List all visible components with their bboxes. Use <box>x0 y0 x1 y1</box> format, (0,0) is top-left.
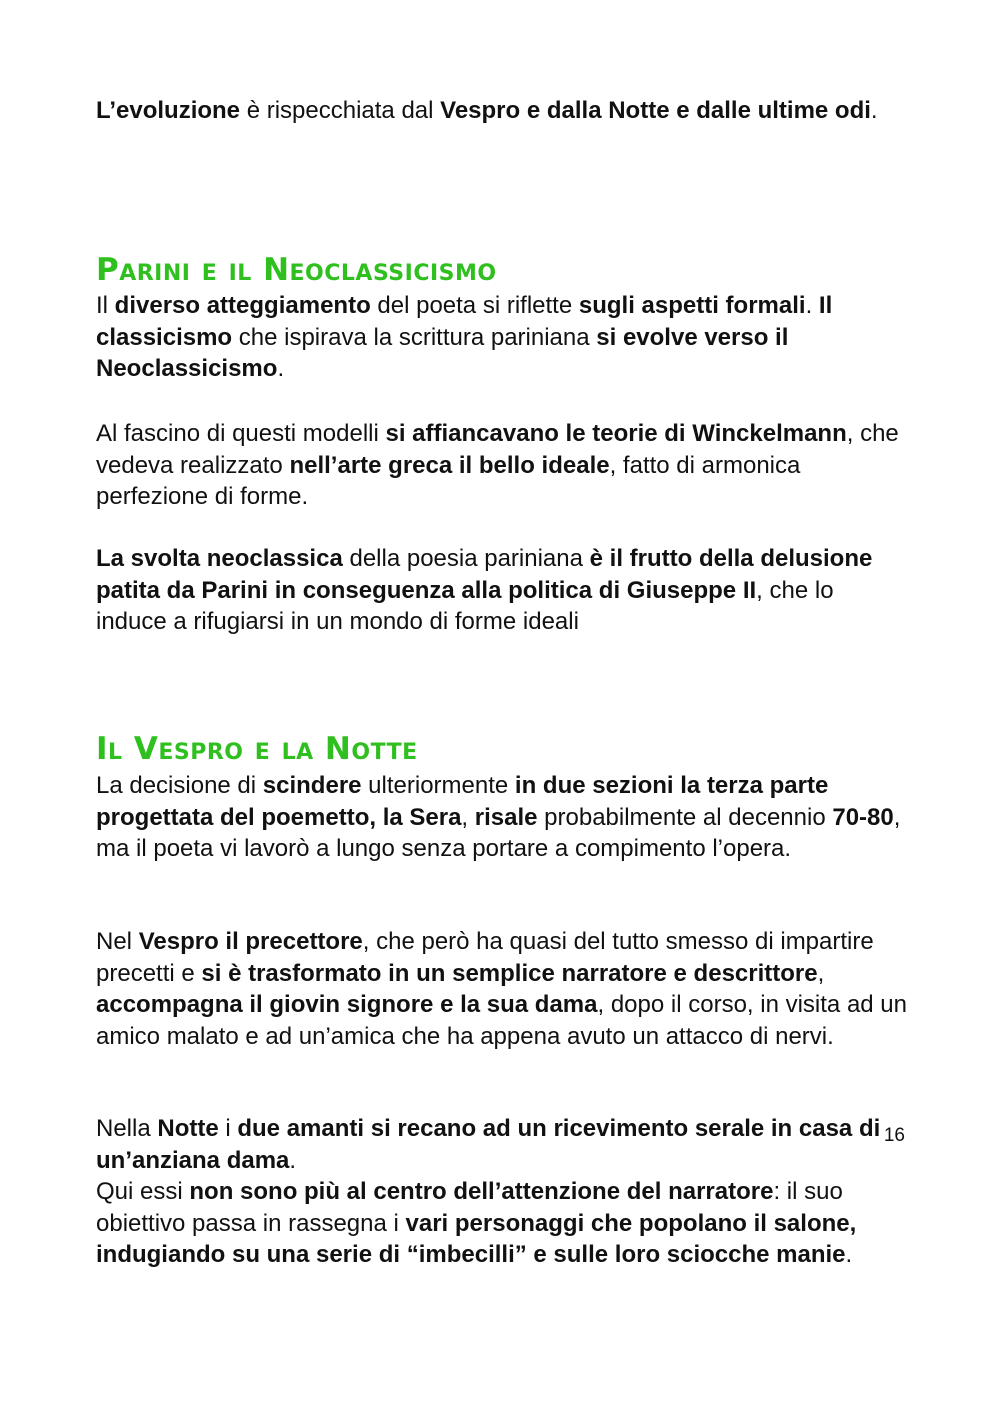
bold-text-run: Vespro il precettore <box>138 928 363 955</box>
section-heading-parini-neoclassicismo: Parini e il Neoclassicismo <box>96 252 497 288</box>
bold-text-run: nell’arte greca il bello ideale <box>289 451 610 479</box>
bold-text-run: risale <box>474 803 538 831</box>
page-number: 16 <box>883 1125 905 1146</box>
text-run: . <box>870 97 878 124</box>
text-run: Al fascino di questi modelli <box>96 420 386 447</box>
text-run: , fatto di armonica perfezione di forme. <box>96 451 801 510</box>
text-run: è rispecchiata dal <box>240 97 441 124</box>
text-run: . <box>805 292 819 319</box>
text-run: Nel <box>96 928 139 955</box>
bold-text-run: è il frutto della delusione patita da Parini in conseguenza alla politica di Giuseppe II <box>96 545 873 604</box>
text-run: Nella <box>96 1115 158 1142</box>
bold-text-run: in due sezioni la terza parte progettata del poemetto, la Sera <box>96 772 829 831</box>
text-run: che ispirava la scrittura pariniana <box>232 323 597 351</box>
text-run: del poeta si riflette <box>370 292 579 319</box>
text-run: Qui essi <box>96 1178 190 1205</box>
text-run: . <box>289 1146 297 1174</box>
bold-text-run: due amanti si recano ad un ricevimento serale in casa di un’anziana dama <box>96 1115 881 1174</box>
bold-text-run: accompagna il giovin signore e la sua dama <box>96 991 598 1018</box>
bold-text-run: Il classicismo <box>96 292 833 351</box>
text-run: , che però ha quasi del tutto smesso di impartire precetti e <box>96 928 874 987</box>
text-run: La decisione di <box>96 772 263 799</box>
text-run: , <box>817 959 825 987</box>
bold-text-run: diverso atteggiamento <box>114 292 371 319</box>
text-run: . <box>845 1241 853 1268</box>
text-run: Il <box>96 292 115 319</box>
text-run: della poesia pariniana <box>342 545 590 572</box>
paragraph-vespro-precettore <box>96 926 908 1052</box>
paragraph-narratore-imbecilli <box>96 1176 908 1271</box>
text-run: ulteriormente <box>361 772 515 799</box>
bold-text-run: vari personaggi che popolano il salone, indugiando su una serie di “imbecilli” e sulle loro sciocche manie <box>96 1209 857 1268</box>
paragraph-winckelmann <box>96 418 908 513</box>
bold-text-run: scindere <box>262 772 362 799</box>
paragraph-notte-amanti <box>96 1113 908 1176</box>
paragraph-diverso-atteggiamento <box>96 290 908 385</box>
bold-text-run: sugli aspetti formali <box>578 292 806 319</box>
bold-text-run: Notte <box>157 1115 219 1142</box>
text-run: : il suo obiettivo passa in rassegna i <box>96 1178 843 1237</box>
intro-paragraph <box>96 95 908 127</box>
bold-text-run: L’evoluzione <box>96 97 241 124</box>
bold-text-run: Vespro e dalla Notte e dalle ultime odi <box>440 97 871 124</box>
paragraph-decisione-scindere <box>96 770 908 865</box>
text-run: , che vedeva realizzato <box>96 420 899 479</box>
bold-text-run: si evolve verso il Neoclassicismo <box>96 323 789 382</box>
bold-text-run: si affiancavano le teorie di Winckelmann <box>385 420 847 447</box>
text-run: , dopo il corso, in visita ad un amico malato e ad un’amica che ha appena avuto un attacco di nervi. <box>96 991 908 1050</box>
text-run: . <box>277 355 285 382</box>
text-run: , che lo induce a rifugiarsi in un mondo di forme ideali <box>96 576 834 635</box>
bold-text-run: La svolta neoclassica <box>96 545 343 572</box>
text-run: i <box>218 1115 238 1142</box>
bold-text-run: si è trasformato in un semplice narratore e descrittore <box>201 959 818 987</box>
section-heading-vespro-notte: Il Vespro e la Notte <box>96 731 418 767</box>
bold-text-run: 70-80 <box>832 803 894 831</box>
text-run: probabilmente al decennio <box>537 803 833 831</box>
bold-text-run: non sono più al centro dell’attenzione del narratore <box>189 1178 774 1205</box>
text-run: , ma il poeta vi lavorò a lungo senza portare a compimento l’opera. <box>96 803 901 862</box>
text-run: , <box>461 803 475 831</box>
paragraph-svolta-neoclassica <box>96 543 908 638</box>
